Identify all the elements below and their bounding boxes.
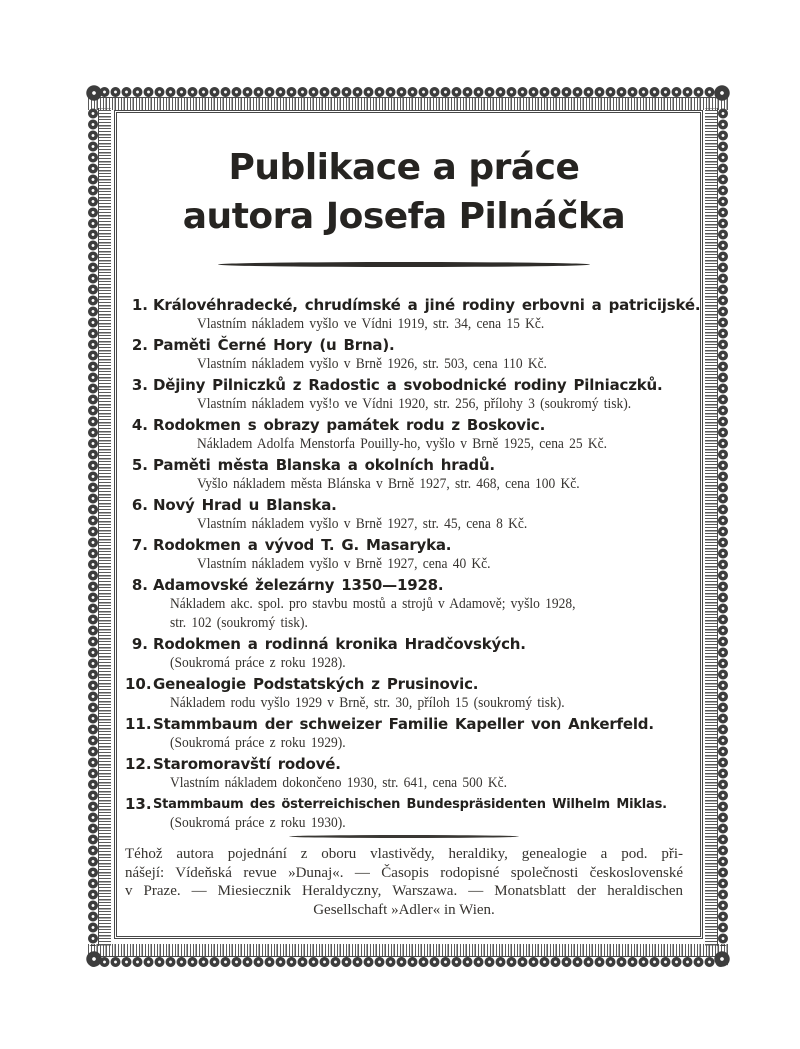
item-title: Rodokmen a vývod T. G. Masaryka. xyxy=(153,536,452,554)
publication-item xyxy=(125,755,683,793)
item-detail-line: (Soukromá práce z roku 1929). xyxy=(170,735,346,751)
item-details xyxy=(197,395,683,414)
item-number: 4. xyxy=(131,416,148,434)
item-details xyxy=(170,814,683,833)
item-details xyxy=(197,475,683,494)
item-title: Paměti města Blanska a okolních hradů. xyxy=(153,456,495,474)
page-title-line2: autora Josefa Pilnáčka xyxy=(182,196,626,237)
item-number: 5. xyxy=(131,456,148,474)
item-detail-line: (Soukromá práce z roku 1930). xyxy=(170,815,346,831)
item-number: 2. xyxy=(131,336,148,354)
footer-line: Gesellschaft »Adler« in Wien. xyxy=(313,901,495,918)
item-details xyxy=(170,694,683,713)
footer-note xyxy=(125,845,683,919)
page-title xyxy=(125,143,683,241)
item-details xyxy=(170,734,683,753)
item-detail-line: Vyšlo nákladem města Blánska v Brně 1927, str. 468, cena 100 Kč. xyxy=(197,476,580,492)
publication-list xyxy=(125,296,701,833)
item-detail-line: Nákladem akc. spol. pro stavbu mostů a strojů v Adamově; vyšlo 1928, xyxy=(170,596,576,612)
item-detail-line: (Soukromá práce z roku 1928). xyxy=(170,655,346,671)
item-detail-line: Nákladem rodu vyšlo 1929 v Brně, str. 30, příloh 15 (soukromý tisk). xyxy=(170,695,565,711)
item-title: Genealogie Podstatských z Prusinovic. xyxy=(153,675,479,693)
item-title: Paměti Černé Hory (u Brna). xyxy=(153,336,395,354)
publication-item xyxy=(125,456,683,494)
item-number: 7. xyxy=(131,536,148,554)
item-details xyxy=(197,315,683,334)
item-number: 9. xyxy=(131,635,148,653)
corner-rosette-icon xyxy=(85,950,103,968)
item-title: Adamovské železárny 1350—1928. xyxy=(153,576,444,594)
publication-item xyxy=(125,635,683,673)
publication-item xyxy=(125,296,701,334)
item-title: Nový Hrad u Blanska. xyxy=(153,496,337,514)
item-title: Rodokmen s obrazy památek rodu z Boskovic. xyxy=(153,416,546,434)
item-number: 11. xyxy=(125,715,152,733)
item-number: 8. xyxy=(131,576,148,594)
item-details xyxy=(197,555,683,574)
publication-item xyxy=(125,416,683,454)
publication-item xyxy=(125,496,683,534)
item-details xyxy=(197,355,683,374)
title-divider xyxy=(218,262,590,267)
page-content xyxy=(125,130,701,919)
publication-item xyxy=(125,715,683,753)
item-number: 3. xyxy=(131,376,148,394)
page-title-line1: Publikace a práce xyxy=(228,147,580,188)
corner-rosette-icon xyxy=(713,84,731,102)
item-title: Stammbaum des österreichischen Bundespräsidenten Wilhelm Miklas. xyxy=(153,797,667,812)
item-detail-line: Vlastním nákladem vyšlo ve Vídni 1919, str. 34, cena 15 Kč. xyxy=(197,316,545,332)
item-details xyxy=(170,774,683,793)
footer-line: v Praze. — Miesiecznik Heraldyczny, Warszawa. — Monatsblatt der heraldischen xyxy=(125,883,683,899)
item-detail-line: Nákladem Adolfa Menstorfa Pouilly-ho, vyšlo v Brně 1925, cena 25 Kč. xyxy=(197,436,607,452)
corner-rosette-icon xyxy=(85,84,103,102)
item-detail-line: Vlastním nákladem vyš!o ve Vídni 1920, str. 256, přílohy 3 (soukromý tisk). xyxy=(197,396,632,412)
corner-rosette-icon xyxy=(713,950,731,968)
publication-item xyxy=(125,336,683,374)
item-detail-line: str. 102 (soukromý tisk). xyxy=(170,615,308,631)
footer-divider xyxy=(289,835,519,838)
item-details xyxy=(170,654,683,673)
footer-line: Téhož autora pojednání z oboru vlastivědy, heraldiky, genealogie a pod. při- xyxy=(125,846,683,862)
item-detail-line: Vlastním nákladem dokončeno 1930, str. 641, cena 500 Kč. xyxy=(170,775,507,791)
item-title: Rodokmen a rodinná kronika Hradčovských. xyxy=(153,635,526,653)
ornamental-border-left xyxy=(88,108,111,946)
item-number: 12. xyxy=(125,755,152,773)
publication-item xyxy=(125,376,683,414)
item-title: Stammbaum der schweizer Familie Kapeller von Ankerfeld. xyxy=(153,715,654,733)
ornamental-border-right xyxy=(705,108,728,946)
item-detail-line: Vlastním nákladem vyšlo v Brně 1926, str. 503, cena 110 Kč. xyxy=(197,356,547,372)
item-detail-line: Vlastním nákladem vyšlo v Brně 1927, cena 40 Kč. xyxy=(197,556,491,572)
publication-item xyxy=(125,576,683,633)
ornamental-border-top xyxy=(88,87,728,110)
item-title: Královéhradecké, chrudímské a jiné rodiny erbovni a patricijské. xyxy=(153,296,701,314)
publication-item xyxy=(125,795,683,833)
ornamental-border-bottom xyxy=(88,944,728,967)
item-title: Staromoravští rodové. xyxy=(153,755,341,773)
item-detail-line: Vlastním nákladem vyšlo v Brně 1927, str. 45, cena 8 Kč. xyxy=(197,516,528,532)
publication-item xyxy=(125,536,683,574)
item-details xyxy=(197,435,683,454)
publication-item xyxy=(125,675,683,713)
item-number: 13. xyxy=(125,795,152,813)
item-number: 10. xyxy=(125,675,152,693)
footer-line: nášejí: Vídeňská revue »Dunaj«. — Časopis rodopisné společnosti československé xyxy=(125,864,683,881)
item-details xyxy=(197,515,683,534)
item-number: 6. xyxy=(131,496,148,514)
item-number: 1. xyxy=(131,296,148,314)
item-title: Dějiny Pilniczků z Radostic a svobodnické rodiny Pilniaczků. xyxy=(153,376,663,394)
item-details xyxy=(170,595,683,633)
